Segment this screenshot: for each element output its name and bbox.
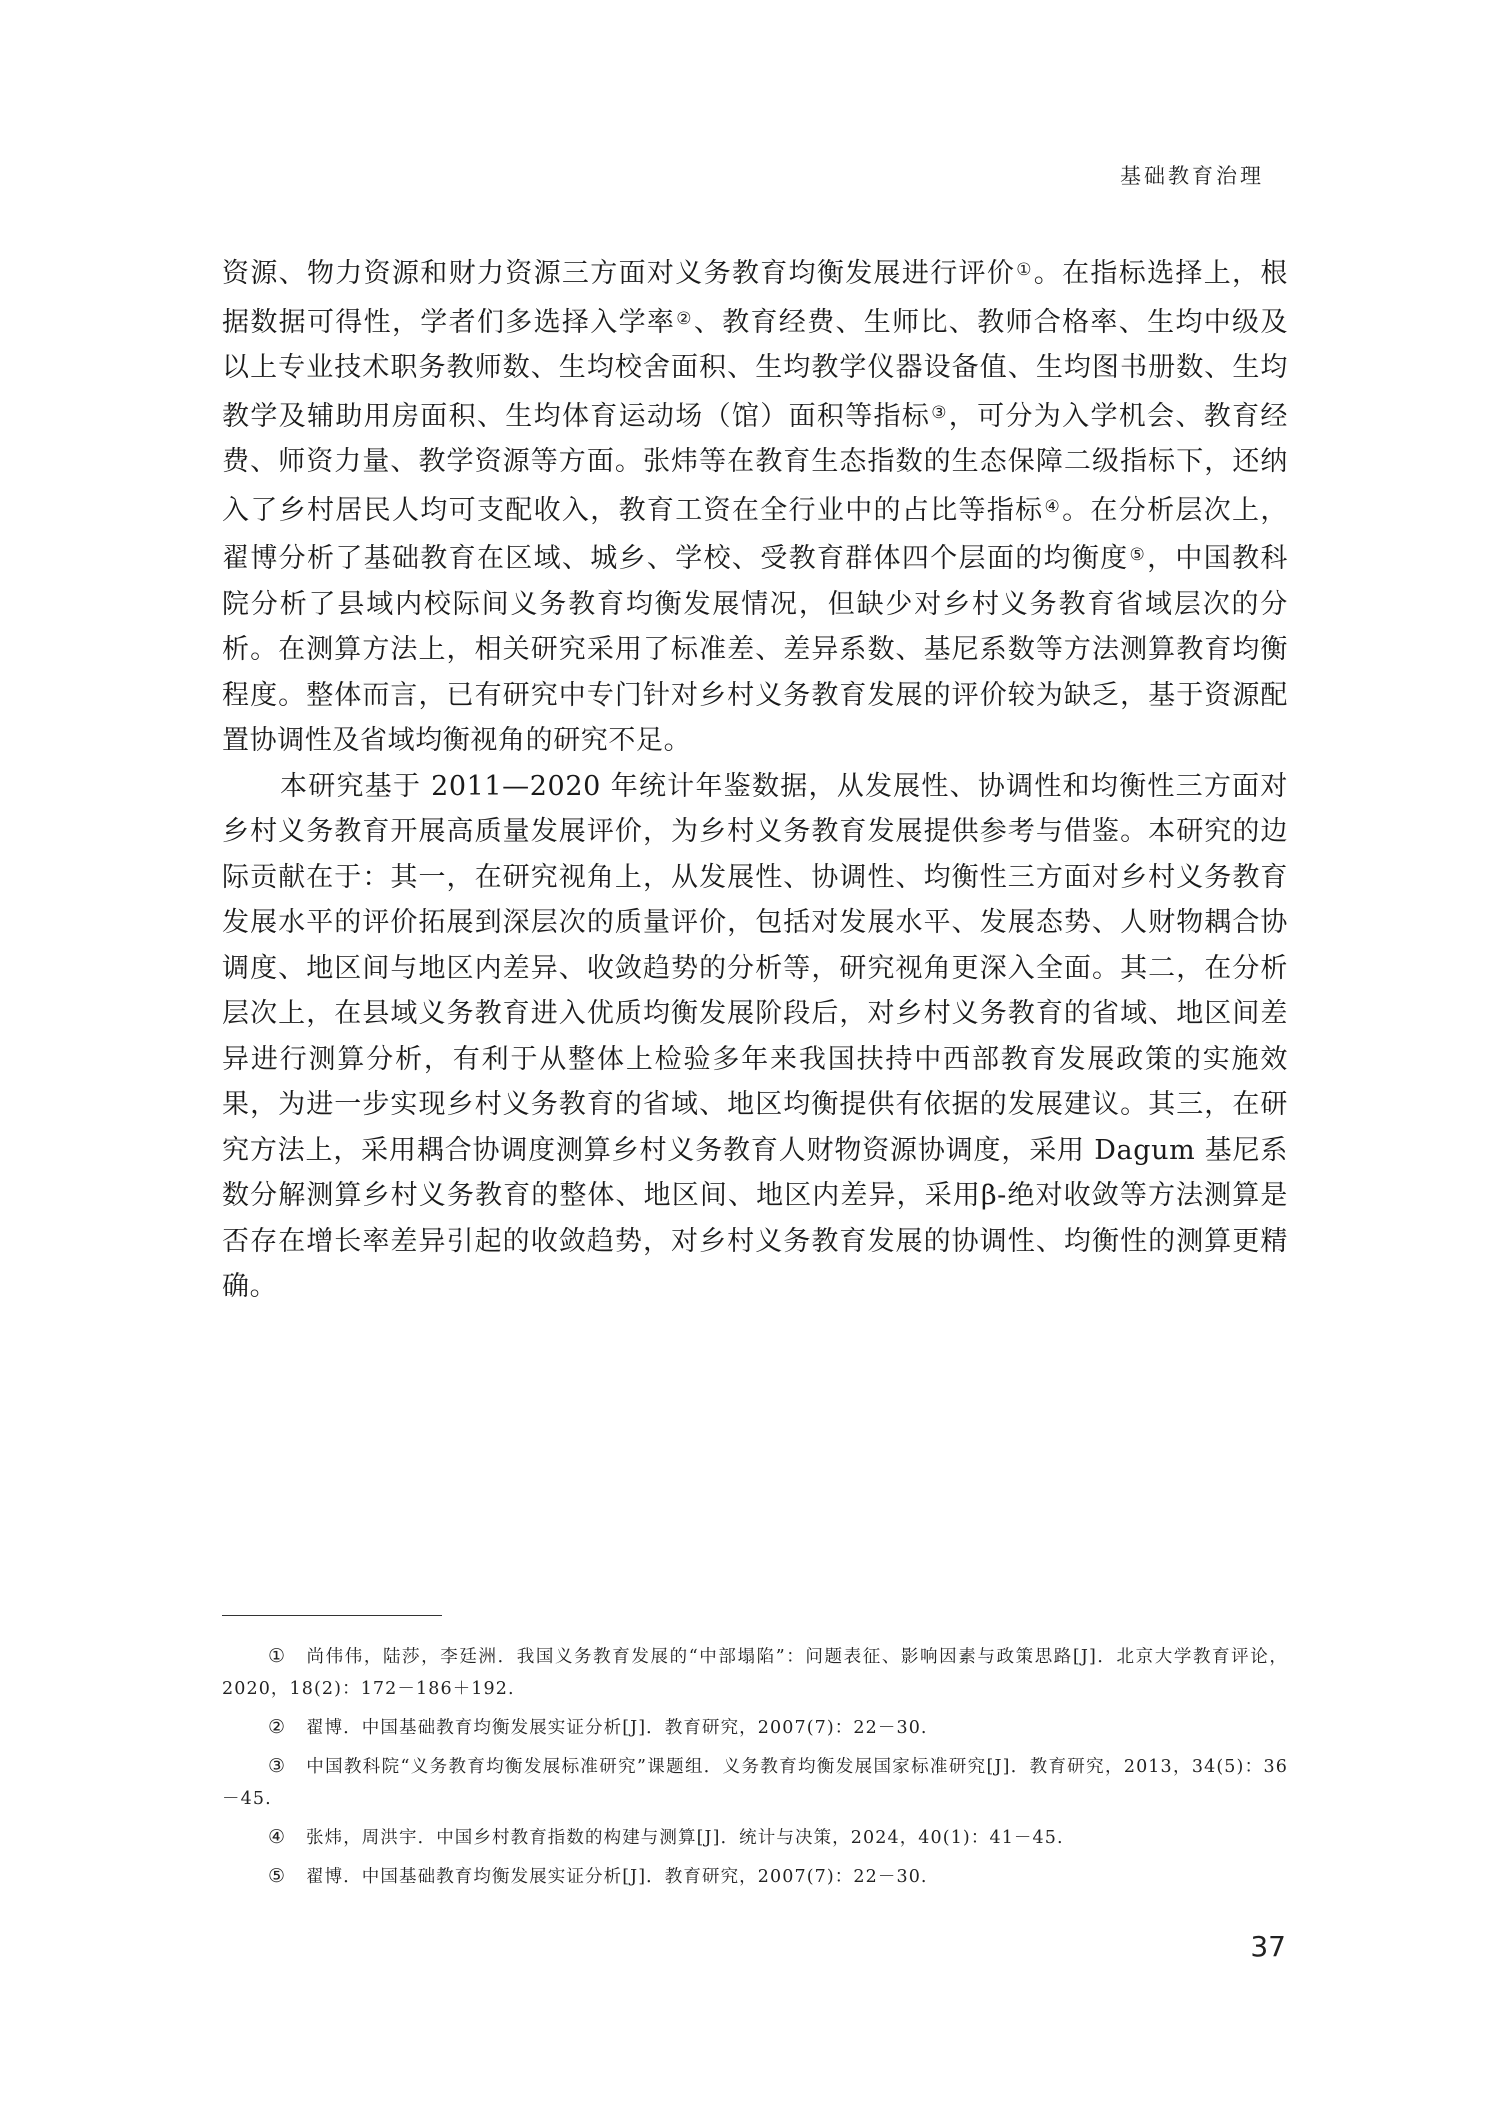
footnote-item (222, 1640, 1288, 1705)
body-paragraph (222, 764, 1288, 1310)
footnote-text: 翟博．中国基础教育均衡发展实证分析[J]．教育研究，2007(7)：22－30. (306, 1867, 928, 1887)
page-number: 37 (1250, 1930, 1286, 1963)
paragraph-text: 本研究基于 2011—2020 年统计年鉴数据，从发展性、协调性和均衡性三方面对乡村义务教育开展高质量发展评价，为乡村义务教育发展提供参考与借鉴。本研究的边际贡献在于：其一，在研究视角上，从发展性、协调性、均衡性三方面对乡村义务教育发展水平的评价拓展到深层次的质量评价，包括对发展水平、发展态势、人财物耦合协调度、地区间与地区内差异、收敛趋势的分析等，研究视角更深入全面。其二，在分析层次上，在县域义务教育进入优质均衡发展阶段后，对乡村义务教育的省域、地区间差异进行测算分析，有利于从整体上检验多年来我国扶持中西部教育发展政策的实施效果，为进一步实现乡村义务教育的省域、地区均衡提供有依据的发展建议。其三，在研究方法上，采用耦合协调度测算乡村义务教育人财物资源协调度，采用 Dagum 基尼系数分解测算乡村义务教育的整体、地区间、地区内差异，采用β-绝对收敛等方法测算是否存在增长率差异引起的收敛趋势，对乡村义务教育发展的协调性、均衡性的测算更精确。 (222, 770, 1288, 1302)
paragraph-text: 。在分析层次上，翟博分析了基础教育在区域、城乡、学校、受教育群体四个层面的均衡度 (222, 494, 1288, 574)
footnote-item (222, 1711, 1288, 1744)
footnote-text: 张炜，周洪宇．中国乡村教育指数的构建与测算[J]．统计与决策，2024，40(1)：41－45. (306, 1828, 1064, 1848)
footnote-divider (222, 1615, 442, 1616)
footnote-text: 尚伟伟，陆莎，李廷洲．我国义务教育发展的“中部塌陷”：问题表征、影响因素与政策思路[J]．北京大学教育评论，2020，18(2)：172－186＋192. (222, 1647, 1288, 1699)
body-paragraph (222, 248, 1288, 764)
footnote-marker: ① (268, 1645, 287, 1667)
paragraph-text: ，可分为入学机会、教育经费、师资力量、教学资源等方面。张炜等在教育生态指数的生态保障二级指标下，还纳入了乡村居民人均可支配收入，教育工资在全行业中的占比等指标 (222, 400, 1289, 526)
body-text (222, 248, 1288, 1310)
running-header: 基础教育治理 (1120, 164, 1264, 188)
footnote-reference: ⑤ (1129, 545, 1147, 565)
footnote-reference: ① (1016, 260, 1033, 280)
paragraph-text: 。在指标选择上，根据数据可得性，学者们多选择入学率 (222, 258, 1288, 338)
footnote-marker: ② (268, 1716, 287, 1738)
footnote-marker: ③ (268, 1755, 287, 1777)
paragraph-text: ，中国教科院分析了县域内校际间义务教育均衡发展情况，但缺少对乡村义务教育省域层次的分析。在测算方法上，相关研究采用了标准差、差异系数、基尼系数等方法测算教育均衡程度。整体而言，已有研究中专门针对乡村义务教育发展的评价较为缺乏，基于资源配置协调性及省域均衡视角的研究不足。 (222, 543, 1289, 756)
footnote-reference: ② (676, 308, 693, 329)
footnote-item (222, 1821, 1288, 1854)
paragraph-text: 资源、物力资源和财力资源三方面对义务教育均衡发展进行评价 (222, 258, 1016, 289)
footnote-marker: ④ (268, 1826, 287, 1848)
footnote-reference: ③ (931, 402, 948, 423)
paragraph-text: 、教育经费、生师比、教师合格率、生均中级及以上专业技术职务教师数、生均校舍面积、生均教学仪器设备值、生均图书册数、生均教学及辅助用房面积、生均体育运动场（馆）面积等指标 (222, 306, 1288, 432)
footnote-text: 中国教科院“义务教育均衡发展标准研究”课题组．义务教育均衡发展国家标准研究[J]．教育研究，2013，34(5)：36－45. (222, 1757, 1288, 1809)
footnote-reference: ④ (1044, 496, 1062, 517)
footnote-item (222, 1860, 1288, 1893)
footnote-item (222, 1750, 1288, 1815)
footnote-text: 翟博．中国基础教育均衡发展实证分析[J]．教育研究，2007(7)：22－30. (306, 1718, 928, 1738)
footnote-marker: ⑤ (268, 1865, 287, 1887)
footnotes (222, 1640, 1288, 1899)
